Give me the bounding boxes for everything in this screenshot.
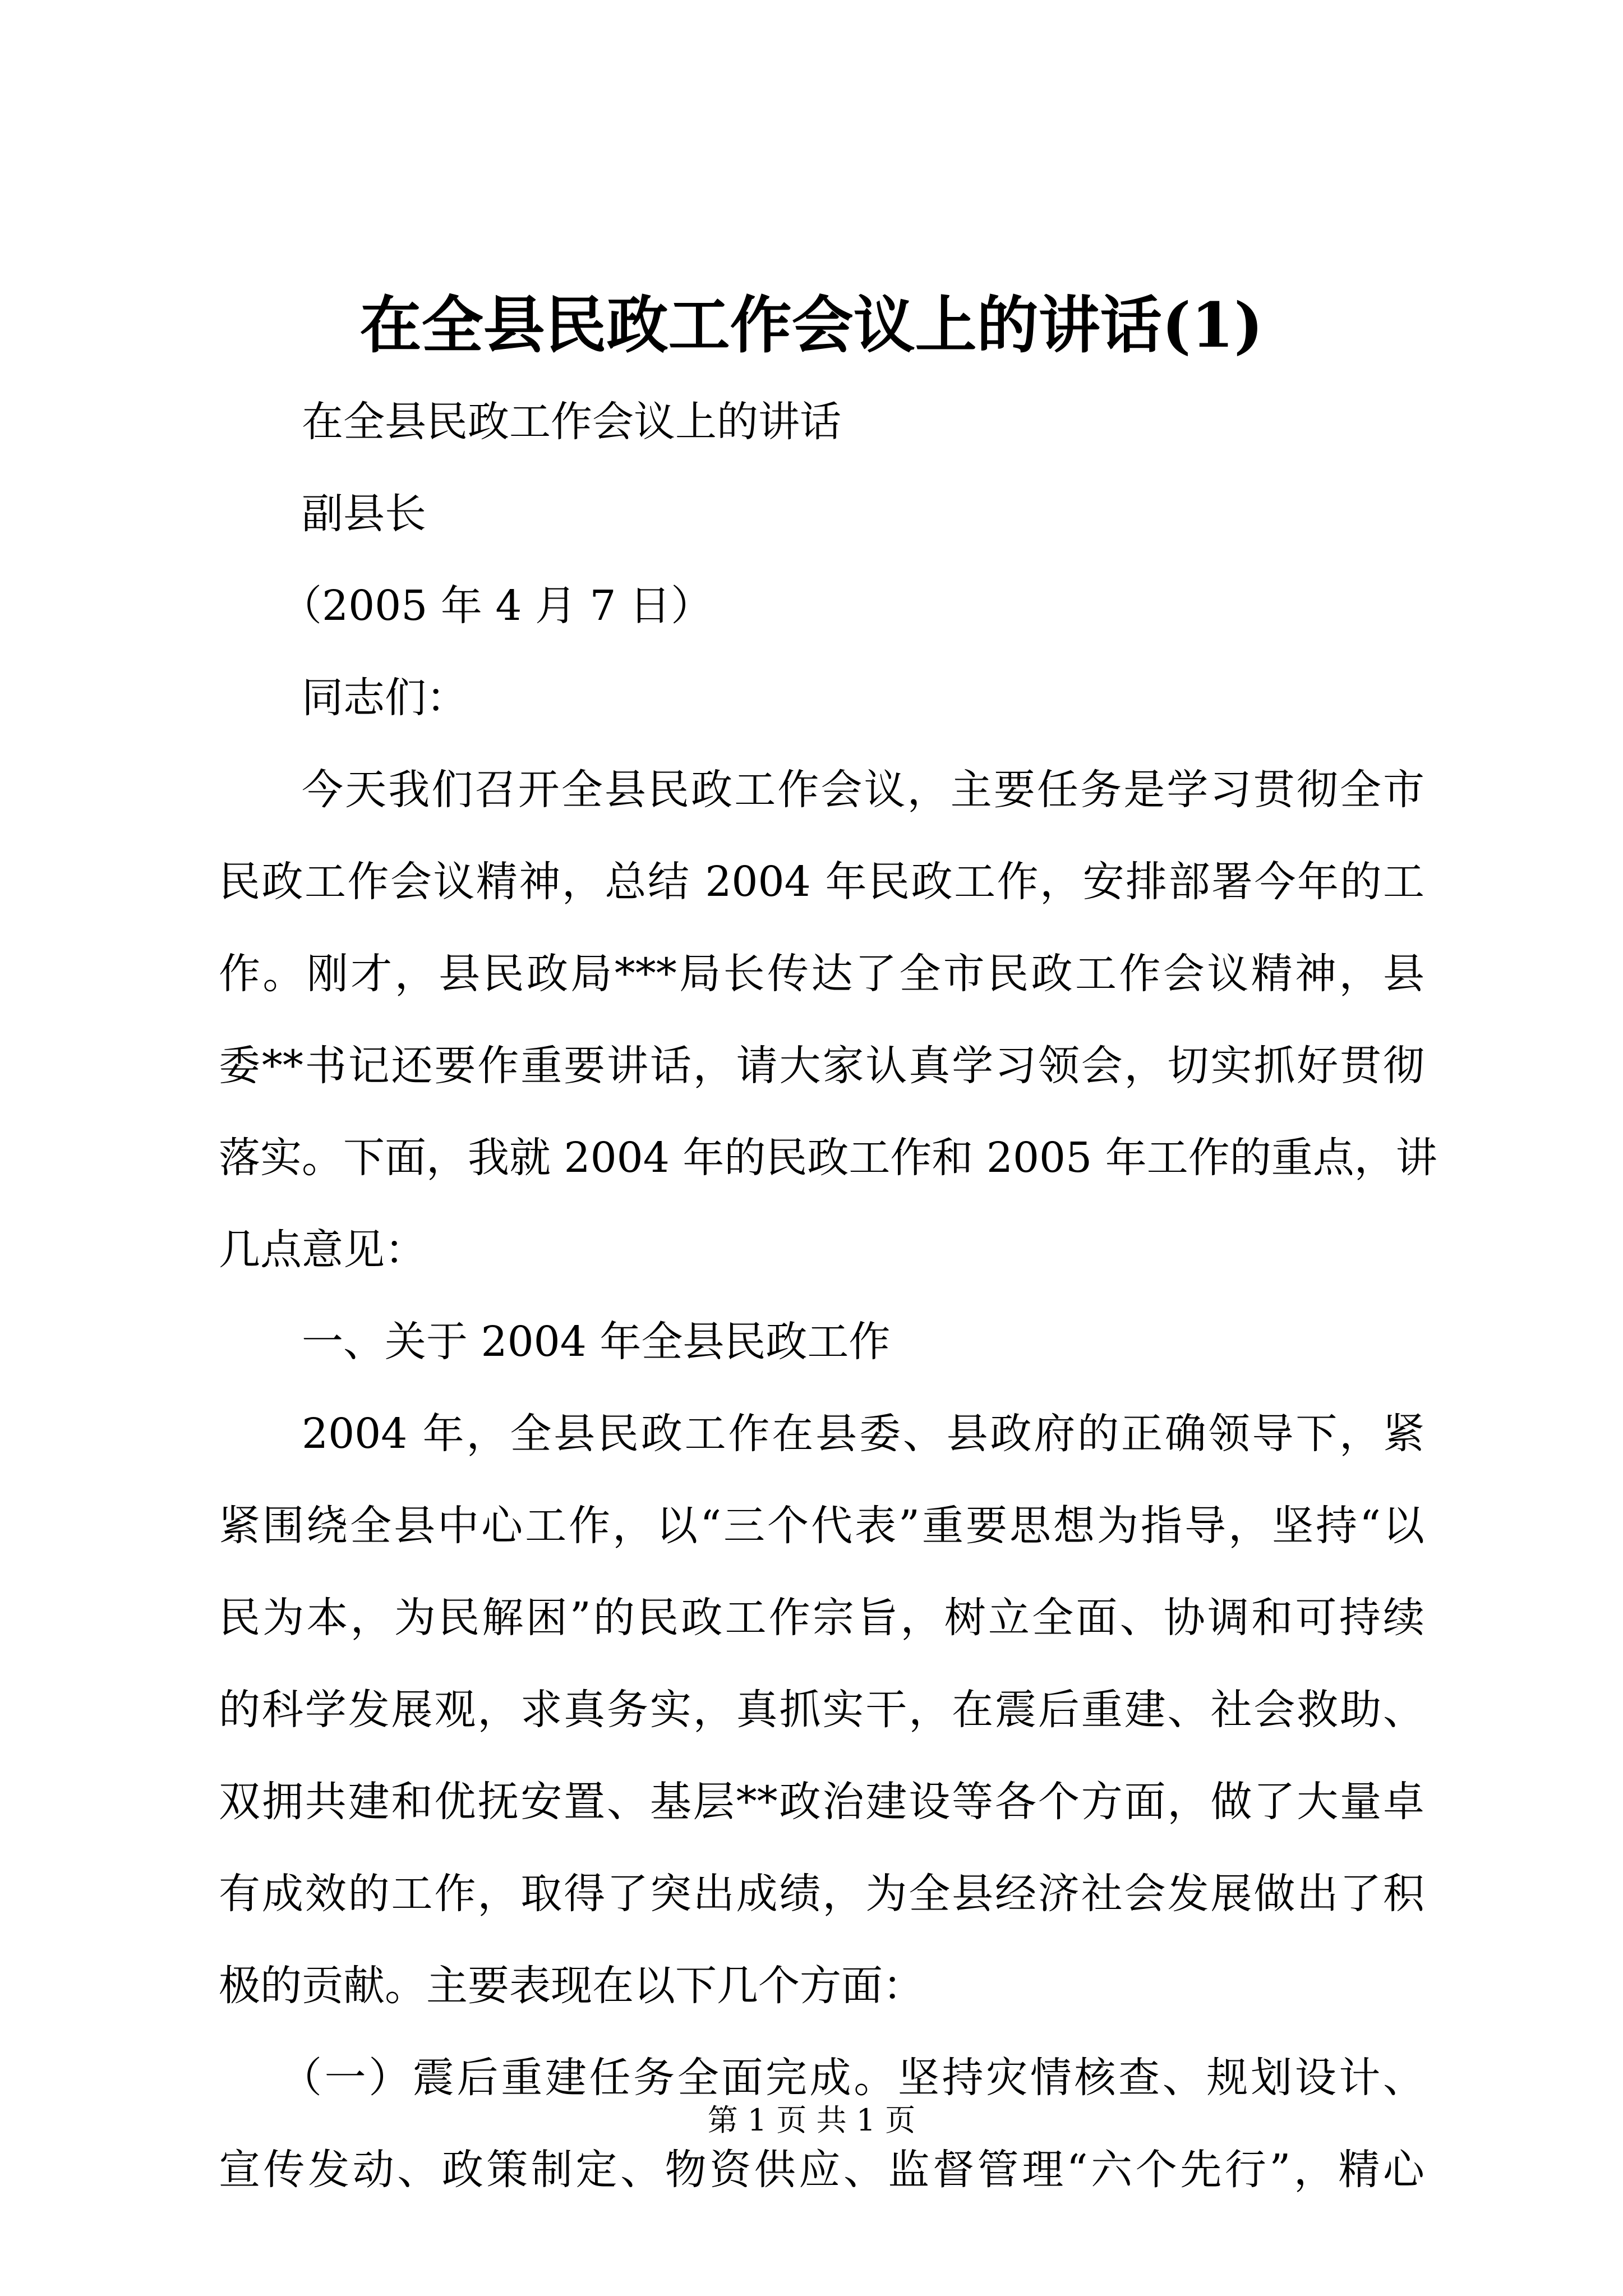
salutation-line: 同志们： xyxy=(302,674,468,722)
speaker-line: 副县长 xyxy=(302,490,426,538)
paragraph-line: 落实。下面，我就 2004 年的民政工作和 2005 年工作的重点，讲 xyxy=(219,1134,1437,1182)
paragraph-line: 民政工作会议精神，总结 2004 年民政工作，安排部署今年的工 xyxy=(219,858,1424,906)
paragraph-line: 有成效的工作，取得了突出成绩，为全县经济社会发展做出了积 xyxy=(219,1870,1424,1918)
paragraph-line: 委**书记还要作重要讲话，请大家认真学习领会，切实抓好贯彻 xyxy=(219,1042,1424,1090)
paragraph-line: 作。刚才，县民政局***局长传达了全市民政工作会议精神，县 xyxy=(219,950,1424,998)
paragraph-line: 双拥共建和优抚安置、基层**政治建设等各个方面，做了大量卓 xyxy=(219,1778,1424,1826)
section-heading: 一、关于 2004 年全县民政工作 xyxy=(302,1318,891,1366)
document-title: 在全县民政工作会议上的讲话(1) xyxy=(359,289,1264,361)
paragraph-line: 极的贡献。主要表现在以下几个方面： xyxy=(219,1962,924,2010)
page-footer: 第 1 页 共 1 页 xyxy=(707,2102,916,2138)
subsection-line: （一）震后重建任务全面完成。坚持灾情核查、规划设计、 xyxy=(280,2054,1424,2102)
paragraph-line: 紧围绕全县中心工作，以“三个代表”重要思想为指导，坚持“以 xyxy=(219,1502,1424,1550)
subtitle-line: 在全县民政工作会议上的讲话 xyxy=(302,398,841,446)
paragraph-line: 今天我们召开全县民政工作会议，主要任务是学习贯彻全市 xyxy=(302,766,1424,814)
paragraph-line: 宣传发动、政策制定、物资供应、监督管理“六个先行”，精心 xyxy=(219,2146,1424,2194)
document-body xyxy=(219,376,1437,2216)
date-line: （2005 年 4 月 7 日） xyxy=(280,582,713,630)
paragraph-line: 2004 年，全县民政工作在县委、县政府的正确领导下，紧 xyxy=(302,1410,1424,1458)
paragraph-line: 民为本，为民解困”的民政工作宗旨，树立全面、协调和可持续 xyxy=(219,1594,1424,1642)
paragraph-line: 的科学发展观，求真务实，真抓实干，在震后重建、社会救助、 xyxy=(219,1686,1424,1734)
paragraph-line: 几点意见： xyxy=(219,1226,426,1274)
